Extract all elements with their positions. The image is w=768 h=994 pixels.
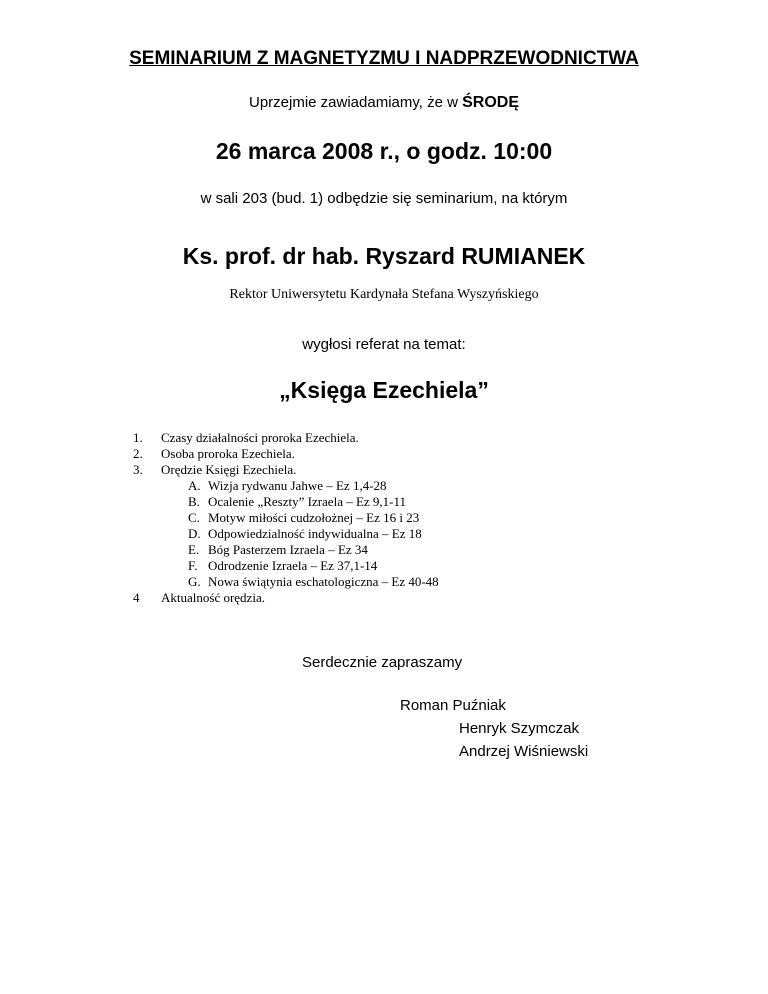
subitem-letter: E. <box>188 542 200 557</box>
item-text: Osoba proroka Ezechiela. <box>161 446 295 461</box>
item-number: 4 <box>133 590 140 605</box>
signature-2: Henryk Szymczak <box>459 720 580 737</box>
seminar-date: 26 marca 2008 r., o godz. 10:00 <box>215 138 553 164</box>
notice-line <box>0 94 768 112</box>
item-number: 1. <box>133 430 143 445</box>
signature-1: Roman Puźniak <box>400 697 506 714</box>
subitem-letter: F. <box>188 558 198 573</box>
subitem-letter: D. <box>188 526 201 541</box>
closing-invitation: Serdecznie zapraszamy <box>302 654 463 671</box>
lecture-lead: wygłosi referat na temat: <box>302 336 466 353</box>
signature-3: Andrzej Wiśniewski <box>459 743 589 760</box>
lecture-topic: „Księga Ezechiela” <box>279 377 489 403</box>
subitem-letter: C. <box>188 510 200 525</box>
subitem-letter: G. <box>188 574 201 589</box>
subitem-text: Odpowiedzialność indywidualna – Ez 18 <box>208 526 422 541</box>
item-number: 3. <box>133 462 143 477</box>
item-text: Czasy działalności proroka Ezechiela. <box>161 430 359 445</box>
subitem-text: Odrodzenie Izraela – Ez 37,1-14 <box>208 558 378 573</box>
notice-day: ŚRODĘ <box>462 94 520 111</box>
subitem-text: Nowa świątynia eschatologiczna – Ez 40-48 <box>208 574 439 589</box>
subitem-letter: A. <box>188 478 201 493</box>
speaker-name: Ks. prof. dr hab. Ryszard RUMIANEK <box>182 243 586 269</box>
seminar-place: w sali 203 (bud. 1) odbędzie się seminarium, na którym <box>200 190 568 207</box>
subitem-text: Ocalenie „Reszty” Izraela – Ez 9,1-11 <box>208 494 407 509</box>
subitem-text: Wizja rydwanu Jahwe – Ez 1,4-28 <box>208 478 387 493</box>
notice-text: Uprzejmie zawiadamiamy, że w <box>248 94 463 111</box>
item-text: Orędzie Księgi Ezechiela. <box>161 462 297 477</box>
speaker-affiliation: Rektor Uniwersytetu Kardynała Stefana Wyszyńskiego <box>229 287 539 302</box>
subitem-letter: B. <box>188 494 200 509</box>
subitem-text: Bóg Pasterzem Izraela – Ez 34 <box>208 542 368 557</box>
item-number: 2. <box>133 446 143 461</box>
item-text: Aktualność orędzia. <box>161 590 265 605</box>
subitem-text: Motyw miłości cudzołożnej – Ez 16 i 23 <box>208 510 420 525</box>
seminar-title: SEMINARIUM Z MAGNETYZMU I NADPRZEWODNICTWA <box>129 48 639 69</box>
